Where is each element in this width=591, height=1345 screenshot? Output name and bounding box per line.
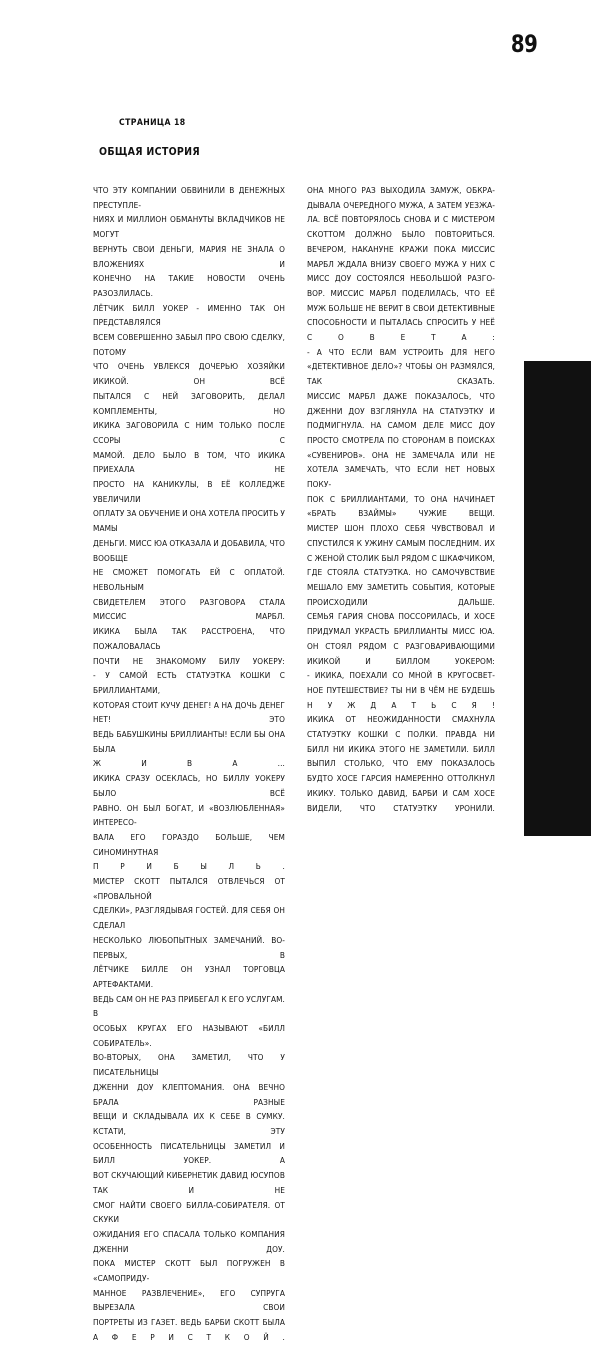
text-line: «ДЕТЕКТИВНОЕ ДЕЛО»? ЧТОБЫ ОН РАЗМЯЛСЯ,	[307, 361, 495, 372]
text-line: «БРАТЬ ВЗАЙМЫ» ЧУЖИЕ ВЕЩИ.	[307, 508, 495, 519]
text-line: Н У Ж Д А Т Ь С Я !	[307, 699, 495, 710]
text-line: ПОК С БРИЛЛИАНТАМИ, ТО ОНА НАЧИНАЕТ	[307, 493, 495, 504]
text-line: ВЕЩИ И СКЛАДЫВАЛА ИХ К СЕБЕ В СУМКУ. КСТАТИ, ЭТУ	[93, 1111, 285, 1136]
text-line: ИКИКА ЗАГОВОРИЛА С НИМ ТОЛЬКО ПОСЛЕ ССОРЫ С	[93, 420, 285, 445]
text-line: ВЕРНУТЬ СВОИ ДЕНЬГИ, МАРИЯ НЕ ЗНАЛА О ВЛОЖЕНИЯХ И	[93, 243, 285, 269]
text-line: ПРОСТО НА КАНИКУЛЫ, В ЕЁ КОЛЛЕДЖЕ УВЕЛИЧИЛИ	[93, 479, 285, 504]
text-line: «СУВЕНИРОВ». ОНА НЕ ЗАМЕЧАЛА ИЛИ НЕ	[307, 449, 495, 460]
text-line: - А ЧТО ЕСЛИ ВАМ УСТРОИТЬ ДЛЯ НЕГО	[307, 346, 495, 357]
text-line: ГДЕ СТОЯЛА СТАТУЭТКА. НО САМОЧУВСТВИЕ	[307, 567, 495, 578]
text-line: ОПЛАТУ ЗА ОБУЧЕНИЕ И ОНА ХОТЕЛА ПРОСИТЬ У МАМЫ	[93, 508, 286, 534]
text-line: НОЕ ПУТЕШЕСТВИЕ? ТЫ НИ В ЧЁМ НЕ БУДЕШЬ	[307, 684, 495, 695]
text-line: С ЖЕНОЙ СТОЛИК БЫЛ РЯДОМ С ШКАФЧИКОМ,	[307, 552, 495, 563]
text-line: ДЕНЬГИ. МИСС ЮА ОТКАЗАЛА И ДОБАВИЛА, ЧТО ВООБЩЕ	[93, 537, 285, 563]
text-line: ЧТО ЭТУ КОМПАНИИ ОБВИНИЛИ В ДЕНЕЖНЫХ ПРЕСТУПЛЕ-	[93, 185, 285, 210]
text-line: ОЖИДАНИЯ ЕГО СПАСАЛА ТОЛЬКО КОМПАНИЯ	[93, 1228, 285, 1239]
text-line: ВО-ВТОРЫХ, ОНА ЗАМЕТИЛ, ЧТО У ПИСАТЕЛЬНИЦЫ	[93, 1052, 285, 1078]
text-line: - ИКИКА, ПОЕХАЛИ СО МНОЙ В КРУГОСВЕТ-	[307, 670, 495, 681]
text-line: П Р И Б Ы Л Ь .	[93, 861, 285, 872]
text-line: МАННОЕ РАЗВЛЕЧЕНИЕ», ЕГО СУПРУГА ВЫРЕЗАЛА СВОИ	[93, 1287, 285, 1313]
text-line: ВЕДЬ САМ ОН НЕ РАЗ ПРИБЕГАЛ К ЕГО УСЛУГАМ. В	[93, 993, 285, 1019]
right-text-column	[307, 183, 495, 815]
text-line: - У САМОЙ ЕСТЬ СТАТУЭТКА КОШКИ С БРИЛЛИАНТАМИ,	[93, 670, 285, 695]
text-line: С О В Е Т А :	[307, 332, 495, 343]
text-line: ДЖЕННИ ДОУ.	[93, 1243, 285, 1254]
page-number: 89	[510, 30, 537, 58]
text-line: ПРОИСХОДИЛИ ДАЛЬШЕ.	[307, 596, 495, 607]
text-line: ДЖЕННИ ДОУ ВЗГЛЯНУЛА НА СТАТУЭТКУ И	[307, 405, 495, 416]
text-line: ВЕДЬ БАБУШКИНЫ БРИЛЛИАНТЫ! ЕСЛИ БЫ ОНА БЫЛА	[93, 729, 285, 754]
text-line: ДЫВАЛА ОЧЕРЕДНОГО МУЖА, А ЗАТЕМ УЕЗЖА-	[307, 199, 495, 210]
text-line: Ж И В А ...	[93, 758, 285, 769]
text-line: СТАТУЭТКУ КОШКИ С ПОЛКИ. ПРАВДА НИ	[307, 729, 495, 740]
section-heading: ОБЩАЯ ИСТОРИЯ	[99, 146, 200, 158]
text-line: ЛЁТЧИКЕ БИЛЛЕ ОН УЗНАЛ ТОРГОВЦА АРТЕФАКТАМИ.	[93, 964, 285, 989]
text-line: ОСОБЕННОСТЬ ПИСАТЕЛЬНИЦЫ ЗАМЕТИЛ И БИЛЛ УОКЕР. А	[93, 1140, 285, 1166]
text-line: А Ф Е Р И С Т К О Й .	[93, 1331, 285, 1342]
text-line: ОСОБЫХ КРУГАХ ЕГО НАЗЫВАЮТ «БИЛЛ СОБИРАТЕЛЬ».	[93, 1023, 285, 1048]
page-label: СТРАНИЦА 18	[119, 118, 186, 128]
text-line: МАРБЛ ЖДАЛА ВНИЗУ СВОЕГО МУЖА У НИХ С	[307, 258, 495, 269]
text-line: ДЖЕННИ ДОУ КЛЕПТОМАНИЯ. ОНА ВЕЧНО БРАЛА РАЗНЫЕ	[93, 1081, 285, 1107]
text-line: ИКИКУ. ТОЛЬКО ДАВИД, БАРБИ И САМ ХОСЕ	[307, 787, 495, 798]
text-line: ТАК СКАЗАТЬ.	[307, 376, 495, 387]
text-line: ИКИКОЙ И БИЛЛОМ УОКЕРОМ:	[307, 655, 495, 666]
text-line: ПЫТАЛСЯ С НЕЙ ЗАГОВОРИТЬ, ДЕЛАЛ КОМПЛЕМЕНТЫ, НО	[93, 390, 285, 416]
text-line: МУЖ БОЛЬШЕ НЕ ВЕРИТ В СВОИ ДЕТЕКТИВНЫЕ	[307, 302, 495, 313]
text-line: СДЕЛКИ», РАЗГЛЯДЫВАЯ ГОСТЕЙ. ДЛЯ СЕБЯ ОН СДЕЛАЛ	[93, 905, 285, 931]
text-line: ЛА. ВСЁ ПОВТОРЯЛОСЬ СНОВА И С МИСТЕРОМ	[307, 214, 495, 225]
text-line: НЕ СМОЖЕТ ПОМОГАТЬ ЕЙ С ОПЛАТОЙ. НЕВОЛЬНЫМ	[93, 567, 285, 592]
text-line: ПОЧТИ НЕ ЗНАКОМОМУ БИЛУ УОКЕРУ:	[93, 655, 285, 666]
text-line: СПУСТИЛСЯ К УЖИНУ САМЫМ ПОСЛЕДНИМ. ИХ	[307, 537, 495, 548]
text-line: КОНЕЧНО НА ТАКИЕ НОВОСТИ ОЧЕНЬ РАЗОЗЛИЛАСЬ.	[93, 273, 285, 298]
text-line: МИССИС МАРБЛ ДАЖЕ ПОКАЗАЛОСЬ, ЧТО	[307, 390, 495, 401]
text-line: ХОТЕЛА ЗАМЕЧАТЬ, ЧТО ЕСЛИ НЕТ НОВЫХ ПОКУ-	[307, 464, 495, 490]
text-line: ВИДЕЛИ, ЧТО СТАТУЭТКУ УРОНИЛИ.	[307, 802, 495, 813]
text-line: НИЯХ И МИЛЛИОН ОБМАНУТЫ ВКЛАДЧИКОВ НЕ МОГУТ	[93, 214, 285, 240]
text-line: ВЕЧЕРОМ, НАКАНУНЕ КРАЖИ ПОКА МИССИС	[307, 243, 495, 254]
text-line: НЕСКОЛЬКО ЛЮБОПЫТНЫХ ЗАМЕЧАНИЙ. ВО-ПЕРВЫХ, В	[93, 934, 285, 960]
text-line: МИСТЕР СКОТТ ПЫТАЛСЯ ОТВЛЕЧЬСЯ ОТ «ПРОВАЛЬНОЙ	[93, 876, 285, 901]
text-line: СМОГ НАЙТИ СВОЕГО БИЛЛА-СОБИРАТЕЛЯ. ОТ СКУКИ	[93, 1199, 285, 1225]
text-line: ИКИКА ОТ НЕОЖИДАННОСТИ СМАХНУЛА	[307, 714, 495, 725]
text-line: ЧТО ОЧЕНЬ УВЛЕКСЯ ДОЧЕРЬЮ ХОЗЯЙКИ ИКИКОЙ. ОН ВСЁ	[93, 361, 285, 387]
text-line: ВСЕМ СОВЕРШЕННО ЗАБЫЛ ПРО СВОЮ СДЕЛКУ, ПОТОМУ	[93, 332, 285, 357]
text-line: ИКИКА БЫЛА ТАК РАССТРОЕНА, ЧТО ПОЖАЛОВАЛАСЬ	[93, 626, 285, 651]
text-line: ОНА МНОГО РАЗ ВЫХОДИЛА ЗАМУЖ, ОБКРА-	[307, 185, 495, 195]
text-line: СКОТТОМ ДОЛЖНО БЫЛО ПОВТОРИТЬСЯ.	[307, 229, 495, 240]
text-line: СПОСОБНОСТИ И ПЫТАЛАСЬ СПРОСИТЬ У НЕЁ	[307, 317, 495, 328]
text-line: ИКИКА СРАЗУ ОСЕКЛАСЬ, НО БИЛЛУ УОКЕРУ БЫЛО ВСЁ	[93, 773, 285, 798]
decorative-black-bar	[524, 361, 591, 836]
text-line: МЕШАЛО ЕМУ ЗАМЕТИТЬ СОБЫТИЯ, КОТОРЫЕ	[307, 581, 495, 592]
left-text-column	[93, 183, 285, 1345]
text-line: МАМОЙ. ДЕЛО БЫЛО В ТОМ, ЧТО ИКИКА ПРИЕХАЛА НЕ	[93, 449, 285, 475]
text-line: ПОКА МИСТЕР СКОТТ БЫЛ ПОГРУЖЕН В «САМОПРИДУ-	[93, 1258, 285, 1284]
text-line: ПОРТРЕТЫ ИЗ ГАЗЕТ. ВЕДЬ БАРБИ СКОТТ БЫЛА	[93, 1317, 285, 1328]
text-line: ОН СТОЯЛ РЯДОМ С РАЗГОВАРИВАЮЩИМИ	[307, 640, 495, 651]
text-line: ЛЁТЧИК БИЛЛ УОКЕР - ИМЕННО ТАК ОН ПРЕДСТАВЛЯЛСЯ	[93, 302, 285, 328]
text-line: МИСТЕР ШОН ПЛОХО СЕБЯ ЧУВСТВОВАЛ И	[307, 523, 495, 534]
text-line: ПРИДУМАЛ УКРАСТЬ БРИЛЛИАНТЫ МИСС ЮА.	[307, 626, 495, 637]
text-line: БУДТО ХОСЕ ГАРСИЯ НАМЕРЕННО ОТТОЛКНУЛ	[307, 773, 495, 784]
text-line: ПРОСТО СМОТРЕЛА ПО СТОРОНАМ В ПОИСКАХ	[307, 434, 495, 445]
text-line: РАВНО. ОН БЫЛ БОГАТ, И «ВОЗЛЮБЛЕННАЯ» ИНТЕРЕСО-	[93, 802, 285, 828]
text-line: ВАЛА ЕГО ГОРАЗДО БОЛЬШЕ, ЧЕМ СИНОМИНУТНАЯ	[93, 831, 285, 857]
text-line: МИСС ДОУ СОСТОЯЛСЯ НЕБОЛЬШОЙ РАЗГО-	[307, 273, 495, 284]
text-line: СЕМЬЯ ГАРИЯ СНОВА ПОССОРИЛАСЬ, И ХОСЕ	[307, 611, 495, 622]
text-line: СВИДЕТЕЛЕМ ЭТОГО РАЗГОВОРА СТАЛА МИССИС МАРБЛ.	[93, 596, 285, 622]
text-line: ВОР. МИССИС МАРБЛ ПОДЕЛИЛАСЬ, ЧТО ЕЁ	[307, 287, 495, 298]
text-line: ПОДМИГНУЛА. НА САМОМ ДЕЛЕ МИСС ДОУ	[307, 420, 495, 431]
text-line: ВОТ СКУЧАЮЩИЙ КИБЕРНЕТИК ДАВИД ЮСУПОВ ТАК И НЕ	[93, 1170, 285, 1195]
text-line: КОТОРАЯ СТОИТ КУЧУ ДЕНЕГ! А НА ДОЧЬ ДЕНЕГ НЕТ! ЭТО	[93, 699, 285, 725]
text-line: БИЛЛ НИ ИКИКА ЭТОГО НЕ ЗАМЕТИЛИ. БИЛЛ	[307, 743, 495, 754]
text-line: ВЫПИЛ СТОЛЬКО, ЧТО ЕМУ ПОКАЗАЛОСЬ	[307, 758, 495, 769]
